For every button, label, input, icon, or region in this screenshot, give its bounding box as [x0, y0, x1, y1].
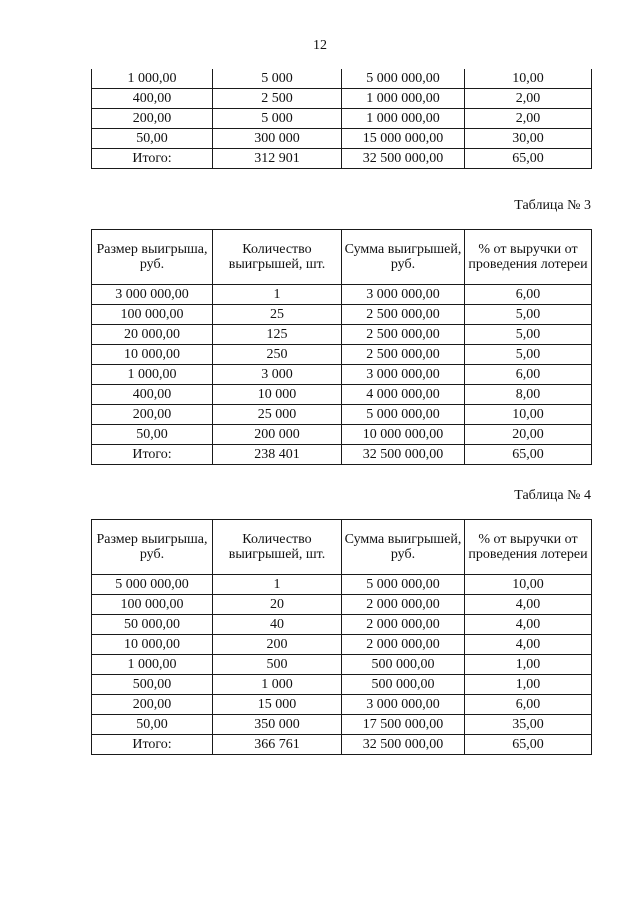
cell-prize-sum: 15 000 000,00 [342, 129, 465, 149]
page-number: 12 [313, 38, 327, 53]
cell-revenue-percent: 65,00 [465, 735, 592, 755]
cell-prize-count: 1 000 [213, 675, 342, 695]
cell-revenue-percent: 5,00 [465, 325, 592, 345]
cell-prize-sum: 500 000,00 [342, 655, 465, 675]
table-row [92, 405, 592, 425]
cell-revenue-percent: 1,00 [465, 675, 592, 695]
table-total-row [92, 149, 592, 169]
cell-prize-size: 500,00 [92, 675, 213, 695]
cell-prize-sum: 5 000 000,00 [342, 575, 465, 595]
cell-prize-sum: 2 000 000,00 [342, 615, 465, 635]
cell-prize-count: 300 000 [213, 129, 342, 149]
cell-revenue-percent: 20,00 [465, 425, 592, 445]
table-row [92, 109, 592, 129]
table-row [92, 385, 592, 405]
table-row [92, 655, 592, 675]
prize-table-4 [91, 519, 592, 755]
header-prize-sum: Сумма выигрышей, руб. [342, 230, 465, 285]
table-row [92, 305, 592, 325]
cell-prize-count: 40 [213, 615, 342, 635]
cell-prize-size: 1 000,00 [92, 365, 213, 385]
cell-prize-sum: 4 000 000,00 [342, 385, 465, 405]
cell-prize-count: 20 [213, 595, 342, 615]
cell-prize-size: 400,00 [92, 89, 213, 109]
table-4-caption: Таблица № 4 [514, 488, 591, 503]
cell-prize-size: 3 000 000,00 [92, 285, 213, 305]
cell-revenue-percent: 6,00 [465, 285, 592, 305]
cell-prize-size: 100 000,00 [92, 595, 213, 615]
cell-revenue-percent: 10,00 [465, 575, 592, 595]
header-revenue-percent: % от выручки от проведения лотереи [465, 230, 592, 285]
table-row [92, 575, 592, 595]
table-row [92, 595, 592, 615]
table-row [92, 425, 592, 445]
table-row [92, 715, 592, 735]
cell-prize-count: 5 000 [213, 69, 342, 89]
cell-prize-size: 10 000,00 [92, 635, 213, 655]
cell-prize-sum: 500 000,00 [342, 675, 465, 695]
prize-table-3 [91, 229, 592, 465]
cell-prize-count: 312 901 [213, 149, 342, 169]
header-revenue-percent: % от выручки от проведения лотереи [465, 520, 592, 575]
cell-prize-sum: 32 500 000,00 [342, 445, 465, 465]
cell-prize-count: 3 000 [213, 365, 342, 385]
table-row [92, 325, 592, 345]
cell-revenue-percent: 4,00 [465, 635, 592, 655]
table-body [92, 69, 592, 169]
cell-prize-sum: 2 000 000,00 [342, 595, 465, 615]
cell-prize-size: 50,00 [92, 425, 213, 445]
cell-prize-count: 25 [213, 305, 342, 325]
cell-revenue-percent: 4,00 [465, 615, 592, 635]
cell-prize-size: Итого: [92, 735, 213, 755]
table-row [92, 285, 592, 305]
cell-prize-size: 200,00 [92, 109, 213, 129]
cell-revenue-percent: 2,00 [465, 109, 592, 129]
cell-prize-size: 10 000,00 [92, 345, 213, 365]
cell-revenue-percent: 4,00 [465, 595, 592, 615]
cell-prize-size: 20 000,00 [92, 325, 213, 345]
table-row [92, 89, 592, 109]
cell-prize-sum: 1 000 000,00 [342, 109, 465, 129]
cell-prize-size: 200,00 [92, 405, 213, 425]
cell-prize-count: 200 000 [213, 425, 342, 445]
cell-prize-count: 200 [213, 635, 342, 655]
table-total-row [92, 735, 592, 755]
cell-prize-count: 25 000 [213, 405, 342, 425]
table-row [92, 615, 592, 635]
header-prize-count: Количество выигрышей, шт. [213, 230, 342, 285]
cell-prize-count: 1 [213, 285, 342, 305]
table-3-caption: Таблица № 3 [514, 198, 591, 213]
header-prize-count: Количество выигрышей, шт. [213, 520, 342, 575]
cell-prize-sum: 2 500 000,00 [342, 345, 465, 365]
cell-prize-size: 400,00 [92, 385, 213, 405]
cell-revenue-percent: 65,00 [465, 445, 592, 465]
table-row [92, 365, 592, 385]
cell-revenue-percent: 5,00 [465, 345, 592, 365]
cell-revenue-percent: 65,00 [465, 149, 592, 169]
header-prize-size: Размер выигрыша, руб. [92, 230, 213, 285]
cell-prize-size: 100 000,00 [92, 305, 213, 325]
cell-prize-count: 5 000 [213, 109, 342, 129]
cell-prize-count: 1 [213, 575, 342, 595]
cell-prize-sum: 10 000 000,00 [342, 425, 465, 445]
cell-prize-count: 350 000 [213, 715, 342, 735]
cell-prize-sum: 5 000 000,00 [342, 69, 465, 89]
table-row [92, 345, 592, 365]
cell-prize-count: 15 000 [213, 695, 342, 715]
cell-revenue-percent: 35,00 [465, 715, 592, 735]
cell-revenue-percent: 1,00 [465, 655, 592, 675]
table-row [92, 635, 592, 655]
cell-revenue-percent: 2,00 [465, 89, 592, 109]
table-row [92, 129, 592, 149]
cell-prize-sum: 32 500 000,00 [342, 149, 465, 169]
cell-prize-count: 2 500 [213, 89, 342, 109]
cell-prize-size: 200,00 [92, 695, 213, 715]
cell-prize-size: 50 000,00 [92, 615, 213, 635]
cell-prize-sum: 17 500 000,00 [342, 715, 465, 735]
cell-revenue-percent: 6,00 [465, 365, 592, 385]
cell-prize-sum: 3 000 000,00 [342, 365, 465, 385]
cell-prize-sum: 2 000 000,00 [342, 635, 465, 655]
table-row [92, 695, 592, 715]
cell-revenue-percent: 6,00 [465, 695, 592, 715]
cell-prize-count: 10 000 [213, 385, 342, 405]
cell-prize-sum: 32 500 000,00 [342, 735, 465, 755]
cell-prize-size: 50,00 [92, 715, 213, 735]
cell-prize-count: 500 [213, 655, 342, 675]
cell-prize-sum: 2 500 000,00 [342, 325, 465, 345]
cell-prize-size: 5 000 000,00 [92, 575, 213, 595]
table-row [92, 675, 592, 695]
cell-prize-size: Итого: [92, 149, 213, 169]
cell-prize-sum: 2 500 000,00 [342, 305, 465, 325]
cell-prize-size: 1 000,00 [92, 655, 213, 675]
cell-revenue-percent: 8,00 [465, 385, 592, 405]
cell-prize-sum: 1 000 000,00 [342, 89, 465, 109]
table-total-row [92, 445, 592, 465]
prize-table-continuation [91, 69, 592, 169]
cell-prize-sum: 3 000 000,00 [342, 695, 465, 715]
cell-prize-size: 1 000,00 [92, 69, 213, 89]
table-header-row [92, 520, 592, 575]
cell-prize-count: 366 761 [213, 735, 342, 755]
header-prize-size: Размер выигрыша, руб. [92, 520, 213, 575]
cell-prize-count: 250 [213, 345, 342, 365]
cell-prize-count: 125 [213, 325, 342, 345]
cell-revenue-percent: 10,00 [465, 405, 592, 425]
cell-prize-count: 238 401 [213, 445, 342, 465]
cell-prize-sum: 3 000 000,00 [342, 285, 465, 305]
cell-revenue-percent: 5,00 [465, 305, 592, 325]
table-body [92, 285, 592, 465]
table-body [92, 575, 592, 755]
cell-prize-size: 50,00 [92, 129, 213, 149]
header-prize-sum: Сумма выигрышей, руб. [342, 520, 465, 575]
cell-prize-sum: 5 000 000,00 [342, 405, 465, 425]
cell-revenue-percent: 10,00 [465, 69, 592, 89]
table-header-row [92, 230, 592, 285]
cell-prize-size: Итого: [92, 445, 213, 465]
table-row [92, 69, 592, 89]
cell-revenue-percent: 30,00 [465, 129, 592, 149]
